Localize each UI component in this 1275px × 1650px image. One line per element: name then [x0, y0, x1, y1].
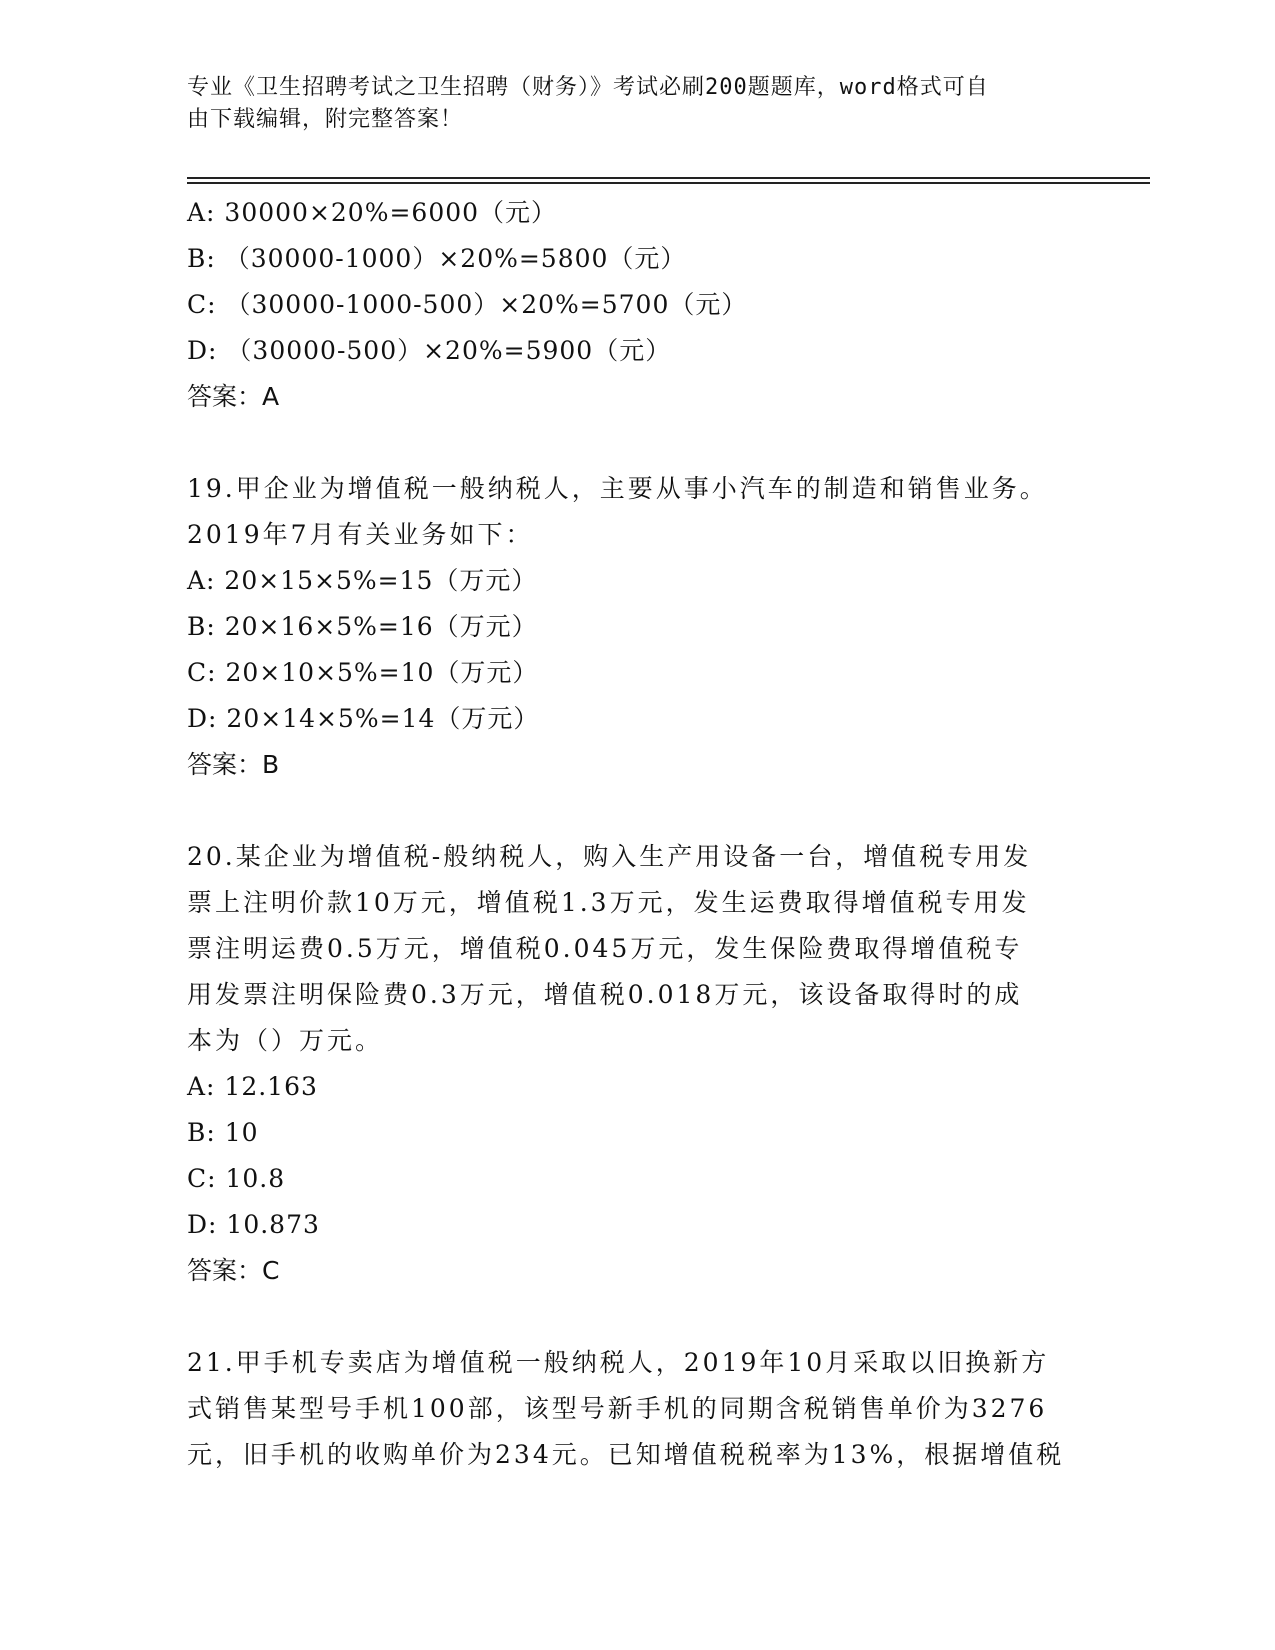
- header-divider-bottom: [187, 182, 1150, 184]
- answer: 答案：C: [187, 1256, 280, 1285]
- option-c: C: 20×10×5%=10（万元）: [187, 658, 539, 687]
- question-line: 用发票注明保险费0.3万元，增值税0.018万元，该设备取得时的成: [187, 980, 1023, 1009]
- option-c: C: 10.8: [187, 1164, 286, 1193]
- header-divider-top: [187, 177, 1150, 179]
- document-body: [187, 190, 1087, 1478]
- question-line: 票注明运费0.5万元，增值税0.045万元，发生保险费取得增值税专: [187, 934, 1023, 963]
- option-a: A: 30000×20%=6000（元）: [187, 198, 558, 227]
- header-line-2: 由下载编辑，附完整答案！: [187, 107, 464, 132]
- question-line: 本为（）万元。: [187, 1026, 384, 1055]
- question-line: 式销售某型号手机100部，该型号新手机的同期含税销售单价为3276: [187, 1394, 1048, 1423]
- question-text: [187, 1340, 1087, 1478]
- question-text: [187, 834, 1087, 1064]
- question-line: 21.甲手机专卖店为增值税一般纳税人，2019年10月采取以旧换新方: [187, 1348, 1050, 1377]
- option-a: A: 20×15×5%=15（万元）: [187, 566, 538, 595]
- question-19: [187, 466, 1087, 788]
- option-b: B: 10: [187, 1118, 259, 1147]
- question-21: [187, 1340, 1087, 1478]
- question-18: [187, 190, 1087, 420]
- option-d: D: 20×14×5%=14（万元）: [187, 704, 540, 733]
- question-text: [187, 466, 1087, 558]
- question-20: [187, 834, 1087, 1294]
- document-header: [187, 72, 1067, 136]
- question-line: 票上注明价款10万元，增值税1.3万元，发生运费取得增值税专用发: [187, 888, 1030, 917]
- option-b: B: 20×16×5%=16（万元）: [187, 612, 538, 641]
- answer: 答案：A: [187, 382, 280, 411]
- option-b: B: （30000-1000）×20%=5800（元）: [187, 244, 687, 273]
- question-line: 元，旧手机的收购单价为234元。已知增值税税率为13%，根据增值税: [187, 1440, 1065, 1469]
- question-line: 19.甲企业为增值税一般纳税人，主要从事小汽车的制造和销售业务。: [187, 474, 1048, 503]
- question-line: 20.某企业为增值税-般纳税人，购入生产用设备一台，增值税专用发: [187, 842, 1032, 871]
- option-c: C: （30000-1000-500）×20%=5700（元）: [187, 290, 748, 319]
- option-a: A: 12.163: [187, 1072, 318, 1101]
- option-d: D: 10.873: [187, 1210, 320, 1239]
- question-line: 2019年7月有关业务如下：: [187, 520, 534, 549]
- header-line-1: 专业《卫生招聘考试之卫生招聘（财务）》考试必刷200题题库，word格式可自: [187, 75, 989, 100]
- option-d: D: （30000-500）×20%=5900（元）: [187, 336, 672, 365]
- answer: 答案：B: [187, 750, 280, 779]
